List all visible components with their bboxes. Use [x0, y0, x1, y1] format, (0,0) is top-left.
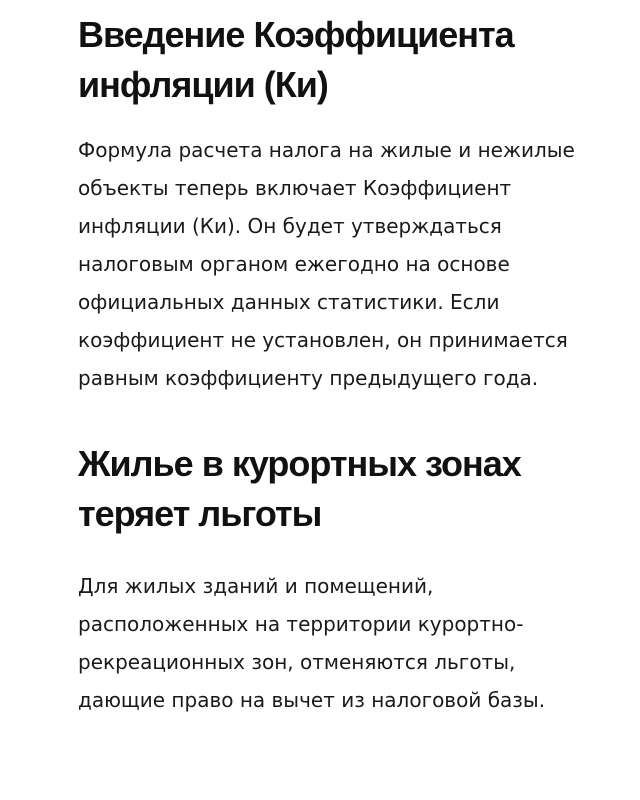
section-paragraph-resort-zones: Для жилых зданий и помещений, расположенных на территории курортно-рекреационных зон, отменяются льготы, дающие право на вычет из налоговой базы.: [78, 574, 546, 712]
section-paragraph-inflation-coefficient: Формула расчета налога на жилые и нежилые объекты теперь включает Коэффициент инфляции (Ки). Он будет утверждаться налоговым органом ежегодно на основе официальных данных статистики. Если коэффициент не установлен, он принимается равным коэффициенту предыдущего года.: [78, 138, 575, 390]
section-resort-zones: [78, 439, 598, 719]
article: [78, 10, 598, 719]
section-heading-inflation-coefficient: Введение Коэффициента инфляции (Ки): [78, 14, 514, 105]
section-heading-resort-zones: Жилье в курортных зонах теряет льготы: [78, 443, 521, 534]
section-inflation-coefficient: [78, 10, 598, 397]
